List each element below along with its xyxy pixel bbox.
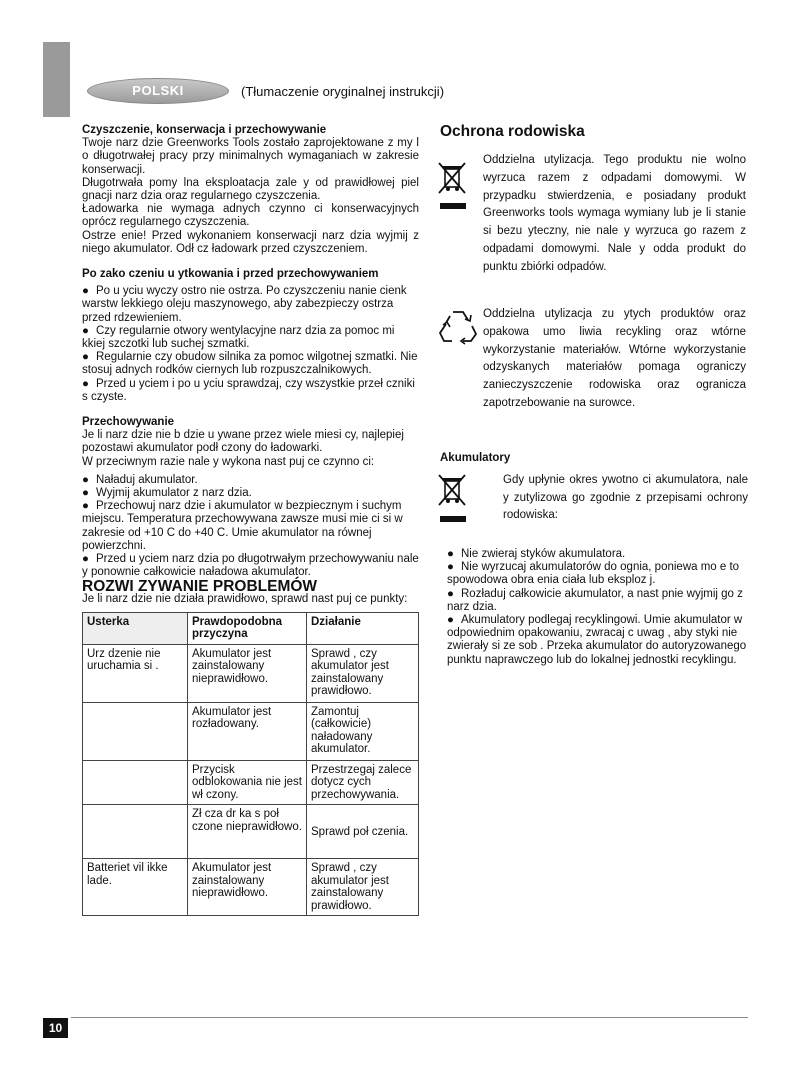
page-number: 10: [43, 1018, 68, 1038]
list-item: ● Naładuj akumulator.: [82, 473, 198, 486]
footer-divider: [71, 1017, 748, 1018]
weee-bar: [440, 516, 466, 522]
env-block-1: Oddzielna utylizacja. Tego produktu nie wolno wyrzuca razem z odpadami domowymi. W przypadku stwierdzenia, e posiadany produkt Greenworks tools wymaga wymiany lub je li stanie si bezu yteczny, nie nale y wyrzuca go razem z odpadami domowymi. Nale y odda produkt do punktu zbiórki odpadów.: [483, 154, 746, 273]
table-header: Działanie: [307, 612, 419, 644]
list-item: ● Po u yciu wyczy ostro nie ostrza. Po czyszczeniu nanie cienk warstw lekkiego oleju maszynowego, aby zabezpieczy ostrza przed rdzewieniem.: [82, 285, 407, 324]
sidebar-tab: [43, 42, 70, 117]
left-column: [82, 124, 419, 916]
cleaning-paragraph: Długotrwała pomy lna eksploatacja zale y od prawidłowej piel gnacji narz dzia oraz regularnego czyszczenia.: [82, 176, 419, 203]
table-row: Batteriet vil ikke lade. Akumulator jest zainstalowany nieprawidłowo. Sprawd , czy akumulator jest zainstalowany prawidłowo.: [83, 859, 419, 916]
table-header: Usterka: [83, 612, 188, 644]
table-header: Prawdopodobna przyczyna: [188, 612, 307, 644]
list-item: ● Rozładuj całkowicie akumulator, a nast pnie wyjmij go z narz dzia.: [447, 587, 743, 613]
list-item: ● Akumulatory podlegaj recyklingowi. Umie akumulator w odpowiednim opakowaniu, zwracaj c uwag , aby styki nie zwierały si ze sob . Przeka akumulator do autoryzowanego punktu naprawczego lub do lokalnej jednostki recyklingu.: [447, 614, 747, 666]
storage-intro2: W przeciwnym razie nale y wykona nast puj ce czynno ci:: [82, 455, 375, 468]
table-row: Akumulator jest rozładowany. Zamontuj (całkowicie) naładowany akumulator.: [83, 702, 419, 760]
table-row: Zł cza dr ka s poł czone nieprawidłowo. Sprawd poł czenia.: [83, 805, 419, 859]
list-item: ● Przed u yciem narz dzia po długotrwałym przechowywaniu nale y ponownie całkowicie naładowa akumulator.: [82, 553, 419, 579]
cleaning-title: Czyszczenie, konserwacja i przechowywanie: [82, 124, 327, 136]
cleaning-paragraph: Twoje narz dzie Greenworks Tools zostało zaprojektowane z my l o długotrwałej pracy przy minimalnych wymaganiach w zakresie konserwacji.: [82, 137, 419, 176]
list-item: ● Przechowuj narz dzie i akumulator w bezpiecznym i suchym miejscu. Temperatura przechowywana zawsze musi mie ci si w zakresie od +10 C do +40 C. Umie akumulator na równej powierzchni.: [82, 500, 403, 552]
weee-bar: [440, 203, 466, 209]
wheelie-bin-crossed-icon: [437, 472, 467, 508]
troubleshooting-table: [82, 612, 419, 917]
list-item: ● Nie wyrzucaj akumulatorów do ognia, poniewa mo e to spowodowa obra enia ciała lub eksploz j.: [447, 561, 740, 587]
recycle-icon: [437, 306, 479, 346]
table-row: Przycisk odblokowania nie jest wł czony. Przestrzegaj zalece dotycz cych przechowywania.: [83, 760, 419, 805]
storage-title: Przechowywanie: [82, 416, 175, 429]
list-item: ● Wyjmij akumulator z narz dzia.: [82, 487, 252, 500]
wheelie-bin-crossed-icon: [437, 160, 467, 196]
page-subtitle: (Tłumaczenie oryginalnej instrukcji): [241, 84, 445, 99]
storage-intro: Je li narz dzie nie b dzie u ywane przez wiele miesi cy, najlepiej pozostawi akumulator podł czony do ładowarki.: [82, 429, 404, 455]
list-item: ● Regularnie czy obudow silnika za pomoc wilgotnej szmatki. Nie stosuj adnych rodków ciernych lub rozpuszczalnikowych.: [82, 351, 418, 377]
troubleshooting-intro: Je li narz dzie nie działa prawidłowo, sprawd nast puj ce punkty:: [82, 592, 408, 605]
batteries-title: Akumulatory: [440, 452, 511, 464]
troubleshooting-title: ROZWI ZYWANIE PROBLEMÓW: [82, 577, 318, 595]
table-row: Urz dzenie nie uruchamia si . Akumulator jest zainstalowany nieprawidłowo. Sprawd , czy akumulator jest zainstalowany prawidłowo.: [83, 644, 419, 702]
env-block-2: Oddzielna utylizacja zu ytych produktów oraz opakowa umo liwia recykling oraz wtórne wykorzystanie materiałów. Wtórne wykorzystanie odzyskanych materiałów pomaga ograniczy zanieczyszczenie rodowiska oraz ogranicza zapotrzebowanie na surowce.: [483, 308, 746, 409]
env-title: Ochrona rodowiska: [440, 123, 585, 140]
language-badge: POLSKI: [87, 78, 229, 104]
batteries-text: Gdy upłynie okres ywotno ci akumulatora, nale y zutylizowa go zgodnie z przepisami ochrony rodowiska:: [503, 474, 748, 521]
cleaning-paragraph: Ostrze enie! Przed wykonaniem konserwacji narz dzia wyjmij z niego akumulator. Odł cz ładowark przed czyszczeniem.: [82, 229, 419, 255]
batteries-list: [447, 548, 749, 667]
list-item: ● Nie zwieraj styków akumulatora.: [447, 548, 626, 560]
list-item: ● Czy regularnie otwory wentylacyjne narz dzia za pomoc mi kkiej szczotki lub suchej szmatki.: [82, 324, 395, 351]
cleaning-paragraph: Ładowarka nie wymaga adnych czynno ci konserwacyjnych oprócz regularnego czyszczenia.: [82, 203, 419, 229]
list-item: ● Przed u yciem i po u yciu sprawdzaj, czy wszystkie przeł czniki s czyste.: [82, 377, 415, 403]
use-title: Po zako czeniu u ytkowania i przed przechowywaniem: [82, 268, 379, 281]
